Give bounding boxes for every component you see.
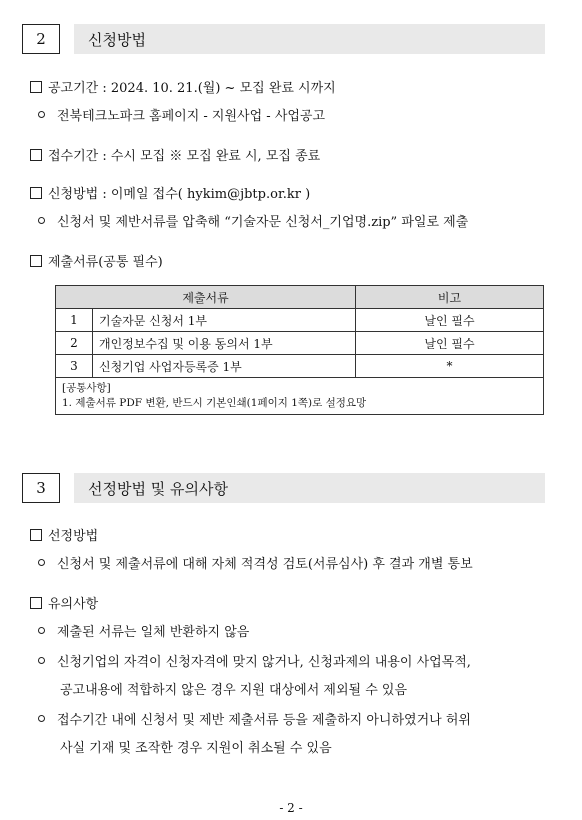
section-number: 2 (22, 24, 60, 54)
table-footnote-row (56, 378, 544, 415)
checkbox-square-icon (30, 255, 42, 267)
list-item: 공고기간 : 2024. 10. 21.(월) ~ 모집 완료 시까지 (30, 77, 336, 96)
document-note: 날인 필수 (356, 309, 544, 332)
list-subitem-continuation: 사실 기재 및 조작한 경우 지원이 취소될 수 있음 (60, 741, 332, 756)
circle-bullet-icon (38, 715, 45, 722)
row-number: 3 (56, 355, 93, 378)
table-header: 비고 (356, 286, 544, 309)
document-note: * (356, 355, 544, 378)
table-header-row (56, 286, 544, 309)
table-footnote (56, 378, 544, 415)
document-note: 날인 필수 (356, 332, 544, 355)
page-number: - 2 - (279, 801, 303, 815)
table-row (56, 355, 544, 378)
footnote-title: [공통사항] (62, 382, 111, 394)
circle-bullet-icon (38, 657, 45, 664)
list-subitem-continuation: 공고내용에 적합하지 않은 경우 지원 대상에서 제외될 수 있음 (60, 683, 408, 698)
checkbox-square-icon (30, 597, 42, 609)
footnote-text: 1. 제출서류 PDF 변환, 반드시 기본인쇄(1페이지 1쪽)로 설정요망 (62, 397, 367, 409)
list-item: 접수기간 : 수시 모집 ※ 모집 완료 시, 모집 종료 (30, 145, 320, 164)
section-2-header (22, 24, 545, 54)
list-subitem: 전북테크노파크 홈페이지 - 지원사업 - 사업공고 (38, 105, 325, 124)
table-row (56, 332, 544, 355)
section-number: 3 (22, 473, 60, 503)
documents-table (55, 285, 544, 415)
checkbox-square-icon (30, 149, 42, 161)
list-subitem: 신청서 및 제반서류를 압축해 “기술자문 신청서_기업명.zip” 파일로 제출 (38, 211, 468, 230)
checkbox-square-icon (30, 187, 42, 199)
list-subitem: 신청서 및 제출서류에 대해 자체 적격성 검토(서류심사) 후 결과 개별 통보 (38, 553, 473, 572)
circle-bullet-icon (38, 559, 45, 566)
circle-bullet-icon (38, 217, 45, 224)
checkbox-square-icon (30, 529, 42, 541)
document-name: 개인정보수집 및 이용 동의서 1부 (93, 332, 356, 355)
circle-bullet-icon (38, 627, 45, 634)
list-item: 제출서류(공통 필수) (30, 251, 163, 270)
section-3-header (22, 473, 545, 503)
list-item: 선정방법 (30, 525, 98, 544)
document-name: 기술자문 신청서 1부 (93, 309, 356, 332)
list-subitem: 접수기간 내에 신청서 및 제반 제출서류 등을 제출하지 아니하였거나 허위 (38, 709, 471, 728)
list-subitem: 제출된 서류는 일체 반환하지 않음 (38, 621, 249, 640)
table-row (56, 309, 544, 332)
table-header: 제출서류 (56, 286, 356, 309)
list-subitem: 신청기업의 자격이 신청자격에 맞지 않거나, 신청과제의 내용이 사업목적, (38, 651, 471, 670)
checkbox-square-icon (30, 81, 42, 93)
row-number: 2 (56, 332, 93, 355)
section-title: 신청방법 (74, 24, 545, 54)
section-title: 선정방법 및 유의사항 (74, 473, 545, 503)
list-item: 신청방법 : 이메일 접수( hykim@jbtp.or.kr ) (30, 183, 310, 202)
circle-bullet-icon (38, 111, 45, 118)
row-number: 1 (56, 309, 93, 332)
document-name: 신청기업 사업자등록증 1부 (93, 355, 356, 378)
list-item: 유의사항 (30, 593, 98, 612)
